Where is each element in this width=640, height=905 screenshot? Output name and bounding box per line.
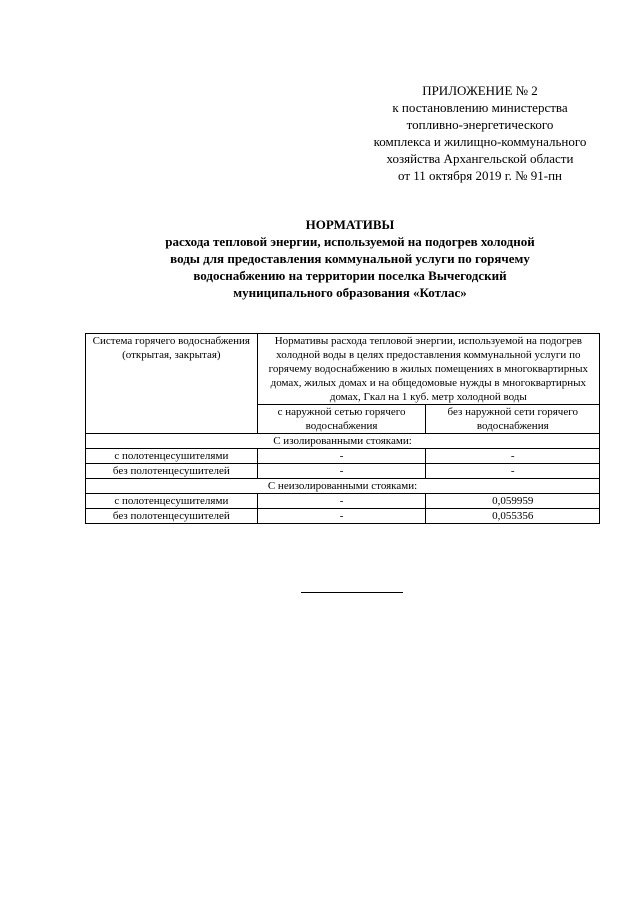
section-row bbox=[86, 434, 600, 449]
row-label-cell: с полотенцесушителями bbox=[86, 494, 258, 509]
header-system-cell: Система горячего водоснабжения (открытая, закрытая) bbox=[86, 334, 258, 434]
norms-table bbox=[85, 333, 600, 524]
row-label-cell: с полотенцесушителями bbox=[86, 449, 258, 464]
row-without-network-cell: 0,055356 bbox=[426, 509, 600, 524]
header-with-network-cell: с наружной сетью горячего водоснабжения bbox=[257, 405, 426, 434]
header-norms-cell: Нормативы расхода тепловой энергии, используемой на подогрев холодной воды в целях предоставления коммунальной услуги по горячему водоснабжению в жилых помещениях в многоквартирных домах, жилых домах и на общедомовые нужды в многоквартирных домах, Гкал на 1 куб. метр холодной воды bbox=[257, 334, 599, 405]
table-row bbox=[86, 494, 600, 509]
appendix-block bbox=[330, 82, 630, 184]
row-without-network-cell: - bbox=[426, 464, 600, 479]
row-label-cell: без полотенцесушителей bbox=[86, 509, 258, 524]
title-heading: НОРМАТИВЫ bbox=[305, 217, 395, 232]
document-title bbox=[100, 216, 600, 301]
appendix-line: комплекса и жилищно-коммунального bbox=[373, 134, 587, 149]
header-without-network-cell: без наружной сети горячего водоснабжения bbox=[426, 405, 600, 434]
row-without-network-cell: - bbox=[426, 449, 600, 464]
appendix-line: от 11 октября 2019 г. № 91-пн bbox=[397, 168, 563, 183]
appendix-line: к постановлению министерства bbox=[392, 100, 568, 115]
row-without-network-cell: 0,059959 bbox=[426, 494, 600, 509]
row-label-cell: без полотенцесушителей bbox=[86, 464, 258, 479]
title-line: расхода тепловой энергии, используемой на подогрев холодной bbox=[165, 234, 535, 249]
separator-line bbox=[301, 592, 403, 593]
table-row bbox=[86, 449, 600, 464]
table-header-row bbox=[86, 334, 600, 405]
row-with-network-cell: - bbox=[257, 449, 426, 464]
table-row bbox=[86, 464, 600, 479]
title-line: воды для предоставления коммунальной услуги по горячему bbox=[170, 251, 530, 266]
appendix-line: ПРИЛОЖЕНИЕ № 2 bbox=[422, 83, 538, 98]
section-title-cell: С неизолированными стояками: bbox=[86, 479, 600, 494]
table-row bbox=[86, 509, 600, 524]
row-with-network-cell: - bbox=[257, 464, 426, 479]
appendix-line: хозяйства Архангельской области bbox=[386, 151, 574, 166]
row-with-network-cell: - bbox=[257, 509, 426, 524]
title-line: водоснабжению на территории поселка Вычегодский bbox=[193, 268, 507, 283]
section-row bbox=[86, 479, 600, 494]
row-with-network-cell: - bbox=[257, 494, 426, 509]
appendix-line: топливно-энергетического bbox=[406, 117, 554, 132]
title-line: муниципального образования «Котлас» bbox=[233, 285, 467, 300]
section-title-cell: С изолированными стояками: bbox=[86, 434, 600, 449]
